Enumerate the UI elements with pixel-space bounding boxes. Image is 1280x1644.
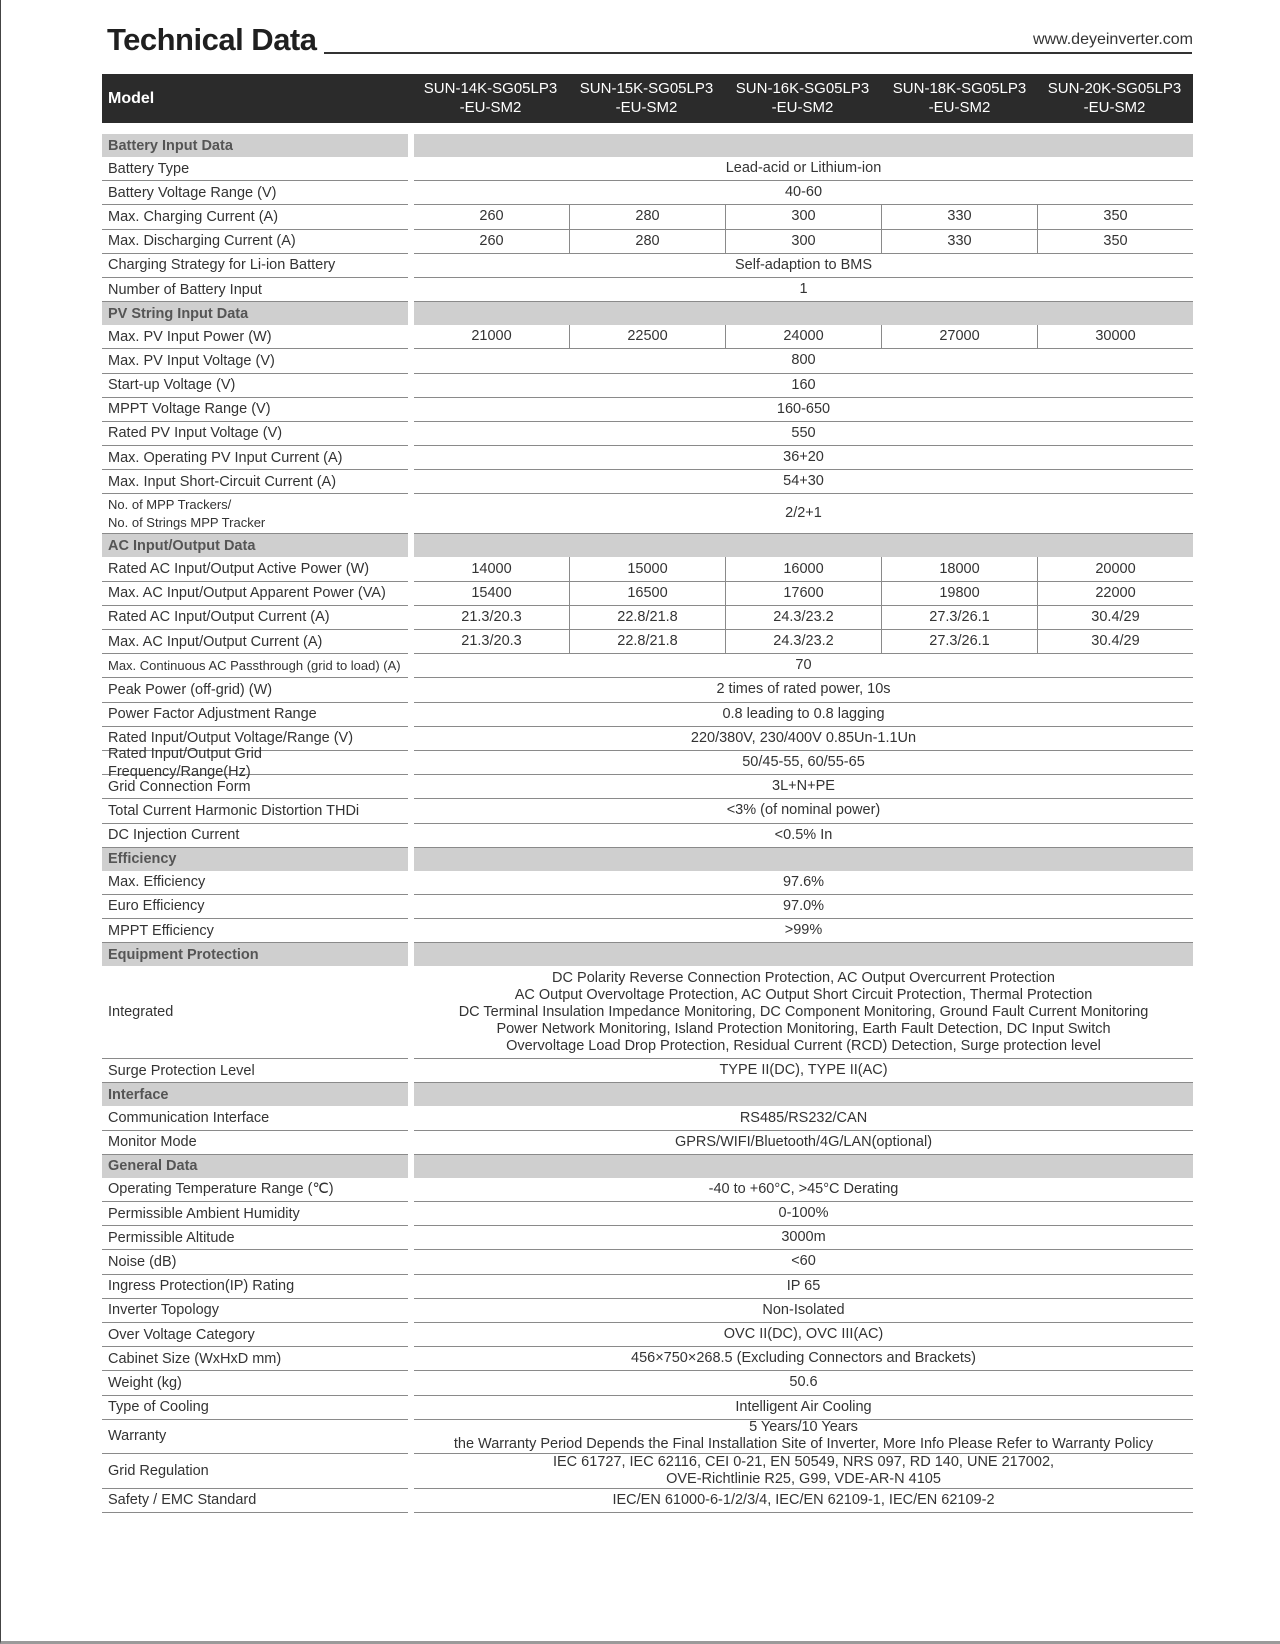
model-name-line: SUN-16K-SG05LP3: [735, 80, 870, 97]
spec-label: Battery Voltage Range (V): [102, 181, 408, 205]
spec-value: 30.4/29: [1037, 606, 1193, 629]
spec-label: Over Voltage Category: [102, 1323, 408, 1347]
spec-value: 16000: [725, 557, 881, 580]
spec-value: 0.8 leading to 0.8 lagging: [722, 705, 885, 722]
spec-value: 0-100%: [778, 1205, 829, 1222]
table-row: [102, 1396, 1193, 1420]
table-row: [102, 1202, 1193, 1226]
spec-value: 24.3/23.2: [725, 630, 881, 653]
spec-value: 3L+N+PE: [772, 778, 835, 795]
table-row: [102, 895, 1193, 919]
spec-value: 300: [725, 230, 881, 253]
spec-value: 21.3/20.3: [461, 608, 522, 625]
table-row: [102, 824, 1193, 848]
spec-label: Max. Continuous AC Passthrough (grid to load) (A): [102, 654, 408, 678]
spec-label: Max. Input Short-Circuit Current (A): [102, 470, 408, 494]
spec-value: Non-Isolated: [762, 1301, 845, 1318]
title-rule: [324, 52, 1192, 54]
spec-value: 1: [799, 281, 808, 298]
spec-value: 350: [1037, 230, 1193, 253]
table-body: [102, 134, 1193, 1513]
spec-value: DC Polarity Reverse Connection Protection, AC Output Overcurrent Protection AC Output Overvoltage Protection, AC Output Short Circuit Protection, Thermal Protection DC Terminal Insulation Impedance Monitoring, DC Component Monitoring, Ground Fault Current Monitoring Power Network Monitoring, Island Protection Monitoring, Earth Fault Detection, DC Input Switch Overvoltage Load Drop Protection, Residual Current (RCD) Detection, Surge protection level: [458, 969, 1149, 1054]
table-row: [102, 1420, 1193, 1455]
spec-value: 14000: [471, 560, 512, 577]
spec-label: Total Current Harmonic Distortion THDi: [102, 799, 408, 823]
spec-label: Peak Power (off-grid) (W): [102, 678, 408, 702]
spec-value: 27.3/26.1: [881, 630, 1037, 653]
spec-label: Inverter Topology: [102, 1299, 408, 1323]
spec-value: 220/380V, 230/400V 0.85Un-1.1Un: [690, 729, 917, 746]
spec-value: IEC/EN 61000-6-1/2/3/4, IEC/EN 62109-1, IEC/EN 62109-2: [612, 1491, 995, 1508]
spec-value: 19800: [881, 582, 1037, 605]
model-name-line: -EU-SM2: [928, 99, 991, 116]
spec-value: 260: [479, 208, 504, 225]
model-header-label: Model: [108, 90, 155, 107]
table-row: [102, 1059, 1193, 1083]
spec-value: 21.3/20.3: [461, 633, 522, 650]
model-name: [413, 79, 568, 117]
spec-value: 21000: [471, 328, 512, 345]
spec-label: Surge Protection Level: [102, 1059, 408, 1083]
spec-value: 330: [881, 230, 1037, 253]
table-row: [102, 181, 1193, 205]
spec-value: 54+30: [783, 473, 824, 490]
spec-value: 50.6: [789, 1374, 818, 1391]
section-title: Battery Input Data: [102, 134, 408, 157]
spec-label: Ingress Protection(IP) Rating: [102, 1275, 408, 1299]
table-row: [102, 374, 1193, 398]
section-header-row: [102, 848, 1193, 871]
spec-value: 17600: [725, 582, 881, 605]
table-row: [102, 422, 1193, 446]
table-row: [102, 799, 1193, 823]
section-title: PV String Input Data: [102, 302, 408, 325]
spec-label: Max. Efficiency: [102, 871, 408, 895]
spec-value: 350: [1037, 205, 1193, 228]
model-name-line: SUN-15K-SG05LP3: [579, 80, 714, 97]
table-row: [102, 1131, 1193, 1155]
spec-value: 15400: [471, 584, 512, 601]
spec-label: No. of MPP Trackers/ No. of Strings MPP Tracker: [102, 494, 408, 534]
spec-label: Rated Input/Output Voltage/Range (V): [102, 727, 408, 751]
spec-label: Weight (kg): [102, 1371, 408, 1395]
section-bar: [414, 943, 1193, 966]
model-header-row: [102, 74, 1193, 123]
table-row: [102, 775, 1193, 799]
spec-value: 800: [791, 352, 816, 369]
spec-value: OVC II(DC), OVC III(AC): [723, 1326, 884, 1343]
spec-value: 160: [791, 376, 816, 393]
spec-value: 40-60: [784, 184, 823, 201]
spec-value: GPRS/WIFI/Bluetooth/4G/LAN(optional): [674, 1133, 933, 1150]
spec-value: 280: [569, 205, 725, 228]
model-name: [1037, 79, 1192, 117]
model-name: [569, 79, 724, 117]
spec-value: 15000: [569, 557, 725, 580]
model-name-line: -EU-SM2: [771, 99, 834, 116]
spec-value: 24000: [725, 325, 881, 348]
table-row: [102, 157, 1193, 181]
table-row: [102, 494, 1193, 534]
spec-value: 70: [795, 657, 812, 674]
table-row: [102, 606, 1193, 630]
model-name: [725, 79, 880, 117]
model-name: [882, 79, 1037, 117]
table-row: [102, 446, 1193, 470]
spec-value: 30000: [1037, 325, 1193, 348]
spec-label: Noise (dB): [102, 1250, 408, 1274]
table-row: [102, 1489, 1193, 1513]
spec-label: Euro Efficiency: [102, 895, 408, 919]
model-name-line: -EU-SM2: [1083, 99, 1146, 116]
table-row: [102, 1371, 1193, 1395]
spec-value: 456×750×268.5 (Excluding Connectors and Brackets): [631, 1350, 976, 1367]
spec-label: Rated AC Input/Output Current (A): [102, 606, 408, 630]
table-row: [102, 349, 1193, 373]
section-bar: [414, 1083, 1193, 1106]
table-row: [102, 1299, 1193, 1323]
spec-value: 97.0%: [782, 897, 825, 914]
section-header-row: [102, 1083, 1193, 1106]
spec-value: 36+20: [783, 449, 824, 466]
spec-label: Cabinet Size (WxHxD mm): [102, 1347, 408, 1371]
spec-label: Rated Input/Output Grid Frequency/Range(Hz): [102, 751, 408, 775]
table-row: [102, 1454, 1193, 1489]
spec-label: Warranty: [102, 1420, 408, 1455]
table-row: [102, 871, 1193, 895]
table-row: [102, 254, 1193, 278]
model-name-line: SUN-20K-SG05LP3: [1047, 80, 1182, 97]
spec-label: Max. Operating PV Input Current (A): [102, 446, 408, 470]
section-title: General Data: [102, 1155, 408, 1178]
table-row: [102, 205, 1193, 229]
spec-value: 50/45-55, 60/55-65: [742, 754, 865, 771]
spec-label: Permissible Altitude: [102, 1226, 408, 1250]
spec-value: IP 65: [786, 1277, 821, 1294]
section-bar: [414, 134, 1193, 157]
section-bar: [414, 534, 1193, 557]
spec-label: Type of Cooling: [102, 1396, 408, 1420]
spec-label: Operating Temperature Range (℃): [102, 1178, 408, 1202]
spec-value: TYPE II(DC), TYPE II(AC): [719, 1062, 888, 1079]
spec-value: 18000: [881, 557, 1037, 580]
table-row: [102, 398, 1193, 422]
table-row: [102, 1226, 1193, 1250]
spec-label: Rated PV Input Voltage (V): [102, 422, 408, 446]
section-bar: [414, 302, 1193, 325]
section-bar: [414, 1155, 1193, 1178]
section-bar: [414, 848, 1193, 871]
spec-value: 3000m: [781, 1229, 826, 1246]
spec-value: 27.3/26.1: [881, 606, 1037, 629]
spec-value: 22000: [1037, 582, 1193, 605]
spec-value: 22.8/21.8: [569, 630, 725, 653]
table-row: [102, 1250, 1193, 1274]
spec-value: 97.6%: [782, 873, 825, 890]
spec-label: Charging Strategy for Li-ion Battery: [102, 254, 408, 278]
spec-value: 30.4/29: [1037, 630, 1193, 653]
spec-label: Communication Interface: [102, 1106, 408, 1130]
spec-label: Max. PV Input Voltage (V): [102, 349, 408, 373]
spec-label: Grid Regulation: [102, 1454, 408, 1489]
spec-label: Permissible Ambient Humidity: [102, 1202, 408, 1226]
section-header-row: [102, 943, 1193, 966]
spec-value: Lead-acid or Lithium-ion: [725, 160, 882, 177]
section-title: Efficiency: [102, 848, 408, 871]
spec-value: <60: [791, 1253, 816, 1270]
section-header-row: [102, 1155, 1193, 1178]
spec-value: <0.5% In: [774, 826, 833, 843]
spec-label: Number of Battery Input: [102, 278, 408, 302]
spec-label: Start-up Voltage (V): [102, 374, 408, 398]
spec-value: <3% (of nominal power): [726, 802, 881, 819]
section-header-row: [102, 302, 1193, 325]
table-row: [102, 678, 1193, 702]
spec-value: 16500: [569, 582, 725, 605]
model-name-line: SUN-14K-SG05LP3: [423, 80, 558, 97]
table-row: [102, 703, 1193, 727]
spec-label: Safety / EMC Standard: [102, 1489, 408, 1513]
spec-value: 260: [479, 232, 504, 249]
spec-label: Monitor Mode: [102, 1131, 408, 1155]
spec-value: 330: [881, 205, 1037, 228]
spec-value: 5 Years/10 Years the Warranty Period Depends the Final Installation Site of Inverter, More Info Please Refer to Warranty Policy: [453, 1419, 1154, 1453]
table-row: [102, 1323, 1193, 1347]
spec-label: Power Factor Adjustment Range: [102, 703, 408, 727]
section-title: AC Input/Output Data: [102, 534, 408, 557]
spec-label: Max. AC Input/Output Apparent Power (VA): [102, 582, 408, 606]
spec-value: 160-650: [776, 400, 831, 417]
model-name-line: -EU-SM2: [459, 99, 522, 116]
spec-value: >99%: [784, 922, 823, 939]
table-row: [102, 1106, 1193, 1130]
spec-label: Rated AC Input/Output Active Power (W): [102, 557, 408, 581]
section-header-row: [102, 134, 1193, 157]
spec-label: DC Injection Current: [102, 824, 408, 848]
spec-value: Intelligent Air Cooling: [735, 1398, 872, 1415]
spec-label: MPPT Efficiency: [102, 919, 408, 943]
spec-value: 2/2+1: [785, 505, 822, 522]
table-row: [102, 470, 1193, 494]
table-row: [102, 557, 1193, 581]
spec-label: Integrated: [102, 966, 408, 1059]
spec-value: 300: [725, 205, 881, 228]
page-title: Technical Data: [107, 22, 317, 57]
table-row: [102, 919, 1193, 943]
table-row: [102, 230, 1193, 254]
spec-value: 22500: [569, 325, 725, 348]
section-title: Equipment Protection: [102, 943, 408, 966]
spec-label: MPPT Voltage Range (V): [102, 398, 408, 422]
spec-label: Battery Type: [102, 157, 408, 181]
website-url[interactable]: www.deyeinverter.com: [1023, 31, 1193, 49]
table-row: [102, 1347, 1193, 1371]
spec-label: Max. Charging Current (A): [102, 205, 408, 229]
spec-value: 24.3/23.2: [725, 606, 881, 629]
spec-label: Max. PV Input Power (W): [102, 325, 408, 349]
table-row: [102, 582, 1193, 606]
spec-label: Max. AC Input/Output Current (A): [102, 630, 408, 654]
table-row: [102, 966, 1193, 1059]
spec-value: 22.8/21.8: [569, 606, 725, 629]
technical-data-table: [102, 74, 1193, 1513]
table-row: [102, 1275, 1193, 1299]
spec-value: 27000: [881, 325, 1037, 348]
model-name-line: -EU-SM2: [615, 99, 678, 116]
spec-label: Max. Discharging Current (A): [102, 230, 408, 254]
section-header-row: [102, 534, 1193, 557]
spec-label: Grid Connection Form: [102, 775, 408, 799]
table-row: [102, 630, 1193, 654]
section-title: Interface: [102, 1083, 408, 1106]
table-row: [102, 745, 1193, 780]
table-row: [102, 654, 1193, 678]
spec-value: IEC 61727, IEC 62116, CEI 0-21, EN 50549, NRS 097, RD 140, UNE 217002, OVE-Richtlinie R25, G99, VDE-AR-N 4105: [552, 1453, 1055, 1487]
spec-value: 280: [569, 230, 725, 253]
model-name-line: SUN-18K-SG05LP3: [892, 80, 1027, 97]
spec-value: -40 to +60°C, >45°C Derating: [708, 1180, 899, 1197]
spec-value: Self-adaption to BMS: [734, 256, 873, 273]
table-row: [102, 278, 1193, 302]
spec-value: 20000: [1037, 557, 1193, 580]
spec-value: 2 times of rated power, 10s: [716, 681, 891, 698]
table-row: [102, 1178, 1193, 1202]
spec-value: 550: [791, 424, 816, 441]
spec-value: RS485/RS232/CAN: [739, 1109, 868, 1126]
table-row: [102, 325, 1193, 349]
